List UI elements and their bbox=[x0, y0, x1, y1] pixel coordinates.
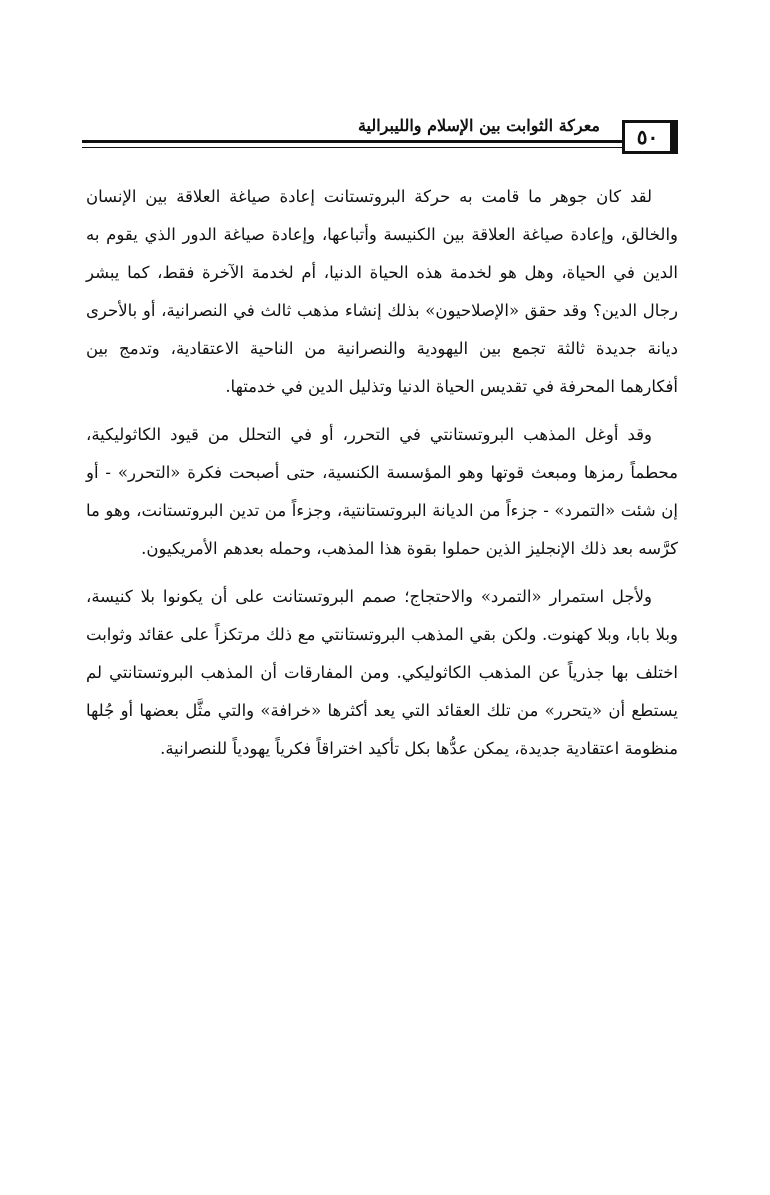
page-header bbox=[60, 92, 710, 152]
body-text bbox=[86, 178, 678, 778]
header-rule-thin bbox=[82, 147, 624, 148]
running-title: معركة الثوابت بين الإسلام والليبرالية bbox=[357, 116, 600, 135]
paragraph-1: لقد كان جوهر ما قامت به حركة البروتستانت إعادة صياغة العلاقة بين الإنسان والخالق، وإعادة صياغة العلاقة بين الكنيسة وأتباعها، وإعادة صياغة الدور الذي يقوم به الدين في الحياة، وهل هو لخدمة هذه الحياة الدنيا، أم لخدمة الآخرة فقط، كما يبشر رجال الدين؟ وقد حقق «الإصلاحيون» بذلك إنشاء مذهب ثالث في النصرانية، أو بالأحرى ديانة جديدة ثالثة تجمع بين اليهودية والنصرانية من الناحية الاعتقادية، وتدمج بين أفكارهما المحرفة في تقديس الحياة الدنيا وتذليل الدين في خدمتها. bbox=[86, 187, 678, 396]
paragraph-2: وقد أوغل المذهب البروتستانتي في التحرر، أو في التحلل من قيود الكاثوليكية، محطماً رمزها ومبعث قوتها وهو المؤسسة الكنسية، حتى أصبحت فكرة «التحرر» - أو إن شئت «التمرد» - جزءاً من الديانة البروتستانتية، وجزءاً من تدين البروتستانت، وهو ما كرَّسه بعد ذلك الإنجليز الذين حملوا بقوة هذا المذهب، وحمله بعدهم الأمريكيون. bbox=[86, 425, 678, 558]
header-rule-thick bbox=[82, 140, 624, 143]
paragraph-3: ولأجل استمرار «التمرد» والاحتجاج؛ صمم البروتستانت على أن يكونوا بلا كنيسة، وبلا بابا، وبلا كهنوت. ولكن بقي المذهب البروتستانتي مع ذلك مرتكزاً على عقائد وثوابت اختلف بها جذرياً عن المذهب الكاثوليكي. ومن المفارقات أن المذهب البروتستانتي لم يستطع أن «يتحرر» من تلك العقائد التي يعد أكثرها «خرافة» والتي مثَّل بعضها أو جُلها منظومة اعتقادية جديدة، يمكن عدُّها بكل تأكيد اختراقاً فكرياً يهودياً للنصرانية. bbox=[86, 587, 678, 758]
page-number: ٥٠ bbox=[622, 120, 678, 154]
